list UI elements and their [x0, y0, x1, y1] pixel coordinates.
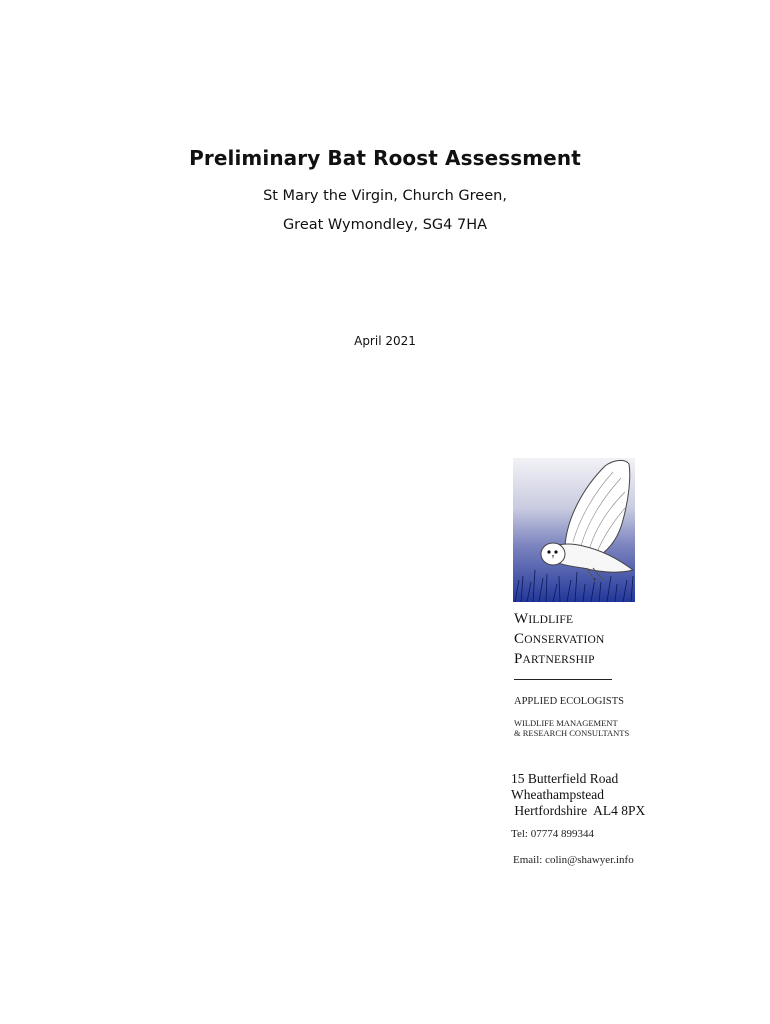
- document-date: April 2021: [354, 334, 416, 348]
- address-line-2: Wheathampstead: [511, 787, 604, 802]
- document-title: Preliminary Bat Roost Assessment: [189, 146, 581, 170]
- org-name-line-1: WILDLIFE: [514, 611, 574, 627]
- divider: [514, 679, 612, 680]
- email: Email: colin@shawyer.info: [513, 854, 634, 866]
- org-services-line-1: WILDLIFE MANAGEMENT: [514, 718, 618, 728]
- org-name-line-3: PARTNERSHIP: [514, 651, 595, 667]
- document-subtitle-line-1: St Mary the Virgin, Church Green,: [263, 188, 507, 204]
- org-tagline: APPLIED ECOLOGISTS: [514, 696, 624, 707]
- org-services-line-2: & RESEARCH CONSULTANTS: [514, 728, 630, 738]
- address-line-3: Hertfordshire AL4 8PX: [511, 803, 646, 818]
- barn-owl-icon: [513, 458, 635, 602]
- org-name-line-2: CONSERVATION: [514, 631, 605, 647]
- document-subtitle-line-2: Great Wymondley, SG4 7HA: [282, 217, 488, 233]
- address-line-1: 15 Butterfield Road: [511, 771, 619, 786]
- telephone: Tel: 07774 899344: [511, 828, 594, 840]
